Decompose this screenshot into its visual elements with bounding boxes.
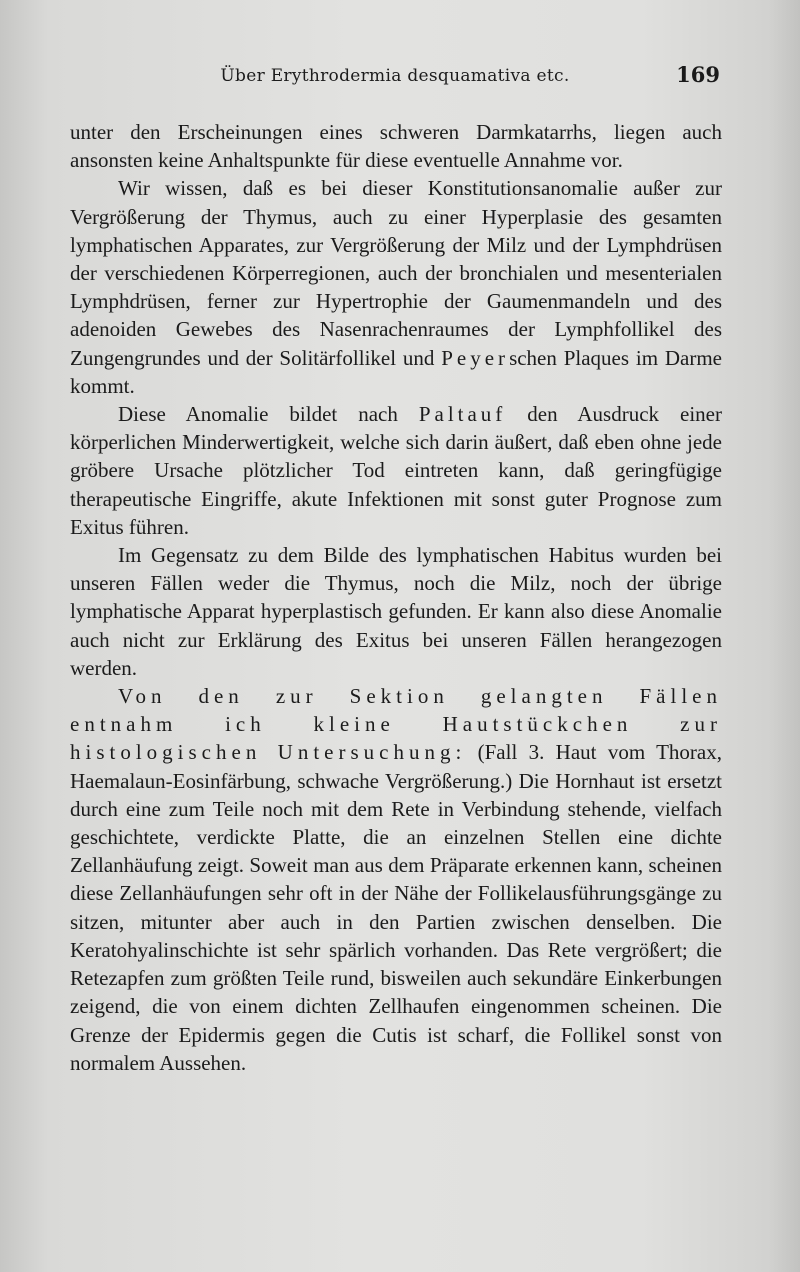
paragraph-5-text: (Fall 3. Haut vom Thorax, Haemalaun-Eosinfärbung, schwache Vergrößerung.) Die Hornhaut ist ersetzt durch eine zum Teile noch mit dem Rete in Verbindung stehende, vielfach geschichtete, verdickte Platte, die an einzelnen Stellen eine dichte Zellanhäufung zeigt. Soweit man aus dem Präparate erkennen kann, scheinen diese Zellanhäufungen sehr oft in der Nähe der Follikelausführungsgänge zu sitzen, mitunter aber auch in den Partien zwischen denselben. Die Keratohyalinschichte ist sehr spärlich vorhanden. Das Rete vergrößert; die Retezapfen zum größten Teile rund, bisweilen auch sekundäre Einkerbungen zeigend, die von einem dichten Zellhaufen eingenommen scheinen. Die Grenze der Epidermis gegen die Cutis ist scharf, die Follikel sonst von normalem Aussehen.	[70, 740, 722, 1075]
author-name-paltauf: Paltauf	[418, 402, 507, 427]
page-number: 169	[676, 62, 720, 87]
paragraph-1	[70, 118, 722, 174]
paragraph-2-text-end: schen Plaques im Darme kommt.	[70, 345, 722, 398]
paragraph-4-text: Im Gegensatz zu dem Bilde des lymphatischen Habitus wurden bei unseren Fällen weder die Thymus, noch die Milz, noch der übrige lymphatische Apparat hyperplastisch gefunden. Er kann also diese Anomalie auch nicht zur Erklärung des Exitus bei unseren Fällen herangezogen werden.	[70, 543, 722, 680]
spaced-emphasis-text: Von den zur Sektion gelangten Fällen entnahm ich kleine Hautstückchen zur histologischen Untersuchung:	[70, 684, 722, 765]
paragraph-3-text: Diese Anomalie bildet nach	[118, 402, 419, 427]
paragraph-5	[70, 682, 722, 1077]
paragraph-2-text: Wir wissen, daß es bei dieser Konstitutionsanomalie außer zur Vergrößerung der Thymus, auch zu einer Hyperplasie des gesamten lymphatischen Apparates, zur Vergrößerung der Milz und der Lymphdrüsen der verschiedenen Körperregionen, auch der bronchialen und mesenterialen Lymphdrüsen, ferner zur Hypertrophie der Gaumenmandeln und des adenoiden Gewebes des Nasenrachenraumes der Lymphfollikel des Zungengrundes und der Solitärfollikel und	[70, 176, 722, 370]
body-text	[70, 118, 722, 1077]
paragraph-2	[70, 174, 722, 400]
running-title: Über Erythrodermia desquamativa etc.	[220, 66, 570, 86]
page-header	[70, 62, 720, 92]
paragraph-3	[70, 400, 722, 541]
paragraph-4	[70, 541, 722, 682]
paragraph-1-text: unter den Erscheinungen eines schweren Darmkatarrhs, liegen auch ansonsten keine Anhaltspunkte für diese eventuelle Annahme vor.	[70, 120, 722, 173]
paragraph-3-text-end: den Ausdruck einer körperlichen Minderwertigkeit, welche sich darin äußert, daß eben ohne jede gröbere Ursache plötzlicher Tod eintreten kann, daß geringfügige therapeutische Eingriffe, akute Infektionen mit sonst guter Prognose zum Exitus führen.	[70, 402, 722, 539]
author-name-peyer: Peyer	[441, 345, 510, 370]
